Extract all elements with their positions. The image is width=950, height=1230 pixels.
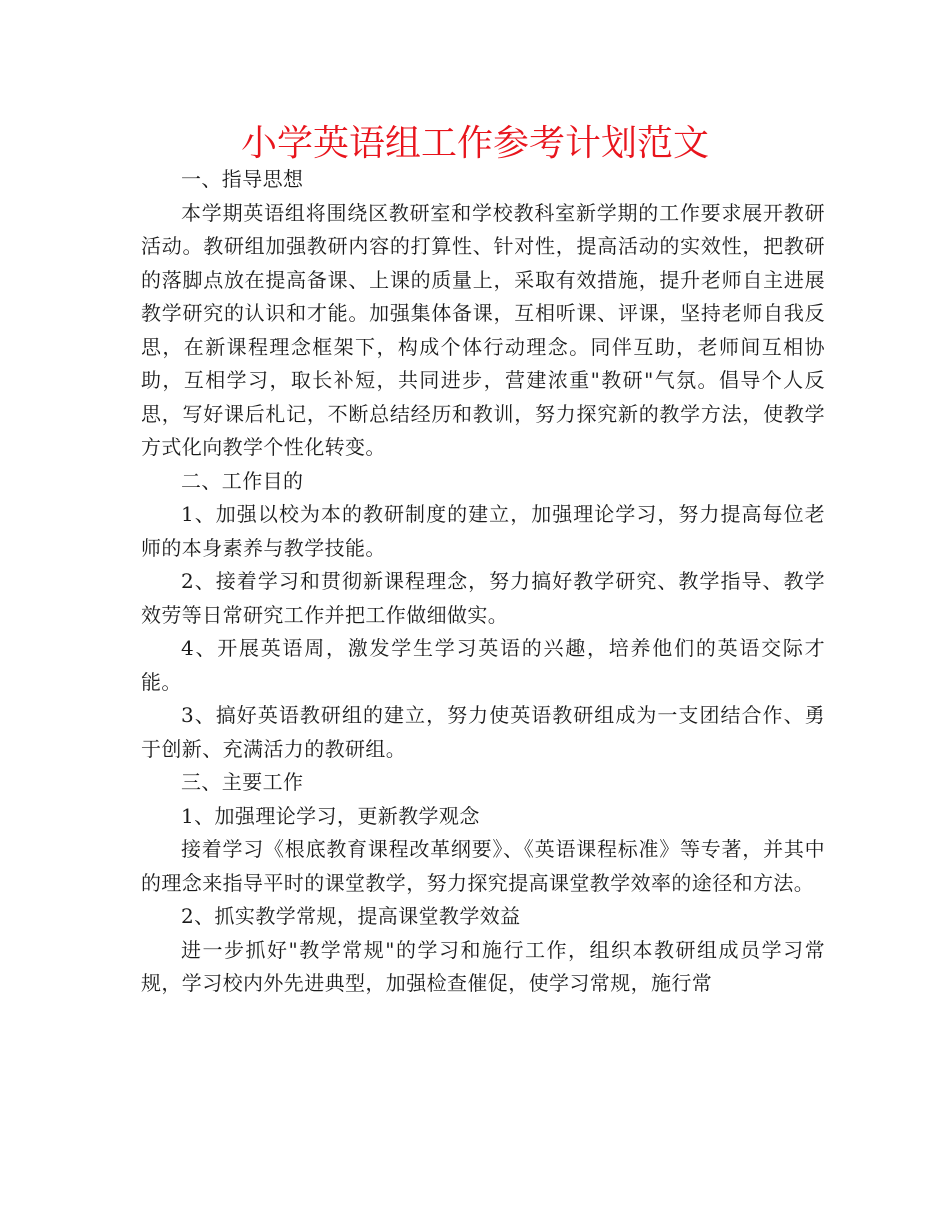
paragraph: 2、接着学习和贯彻新课程理念，努力搞好教学研究、教学指导、教学效劳等日常研究工作并把工作做细做实。 (141, 569, 825, 627)
paragraph: 进一步抓好"教学常规"的学习和施行工作，组织本教研组成员学习常规，学习校内外先进典型，加强检查催促，使学习常规，施行常 (141, 937, 825, 995)
paragraph: 本学期英语组将围绕区教研室和学校教科室新学期的工作要求展开教研活动。教研组加强教研内容的打算性、针对性，提高活动的实效性，把教研的落脚点放在提高备课、上课的质量上，采取有效措施，提升老师自主进展教学研究的认识和才能。加强集体备课，互相听课、评课，坚持老师自我反思，在新课程理念框架下，构成个体行动理念。同伴互助，老师间互相协助，互相学习，取长补短，共同进步，营建浓重"教研"气氛。倡导个人反思，写好课后札记，不断总结经历和教训，努力探究新的教学方法，使教学方式化向教学个性化转变。 (141, 200, 825, 459)
section-heading: 三、主要工作 (181, 770, 304, 794)
paragraph: 接着学习《根底教育课程改革纲要》、《英语课程标准》等专著，并其中的理念来指导平时的课堂教学，努力探究提高课堂教学效率的途径和方法。 (141, 837, 825, 895)
paragraph: 3、搞好英语教研组的建立，努力使英语教研组成为一支团结合作、勇于创新、充满活力的教研组。 (141, 703, 825, 761)
document-title: 小学英语组工作参考计划范文 (240, 123, 709, 164)
section-heading: 一、指导思想 (181, 167, 304, 191)
subsection-heading: 1、加强理论学习，更新教学观念 (181, 803, 480, 828)
subsection-heading: 2、抓实教学常规，提高课堂教学效益 (181, 904, 521, 928)
section-heading: 二、工作目的 (181, 468, 304, 493)
paragraph: 4、开展英语周，激发学生学习英语的兴趣，培养他们的英语交际才能。 (141, 636, 825, 694)
document-body (141, 163, 825, 1001)
paragraph: 1、加强以校为本的教研制度的建立，加强理论学习，努力提高每位老师的本身素养与教学技能。 (141, 502, 825, 560)
